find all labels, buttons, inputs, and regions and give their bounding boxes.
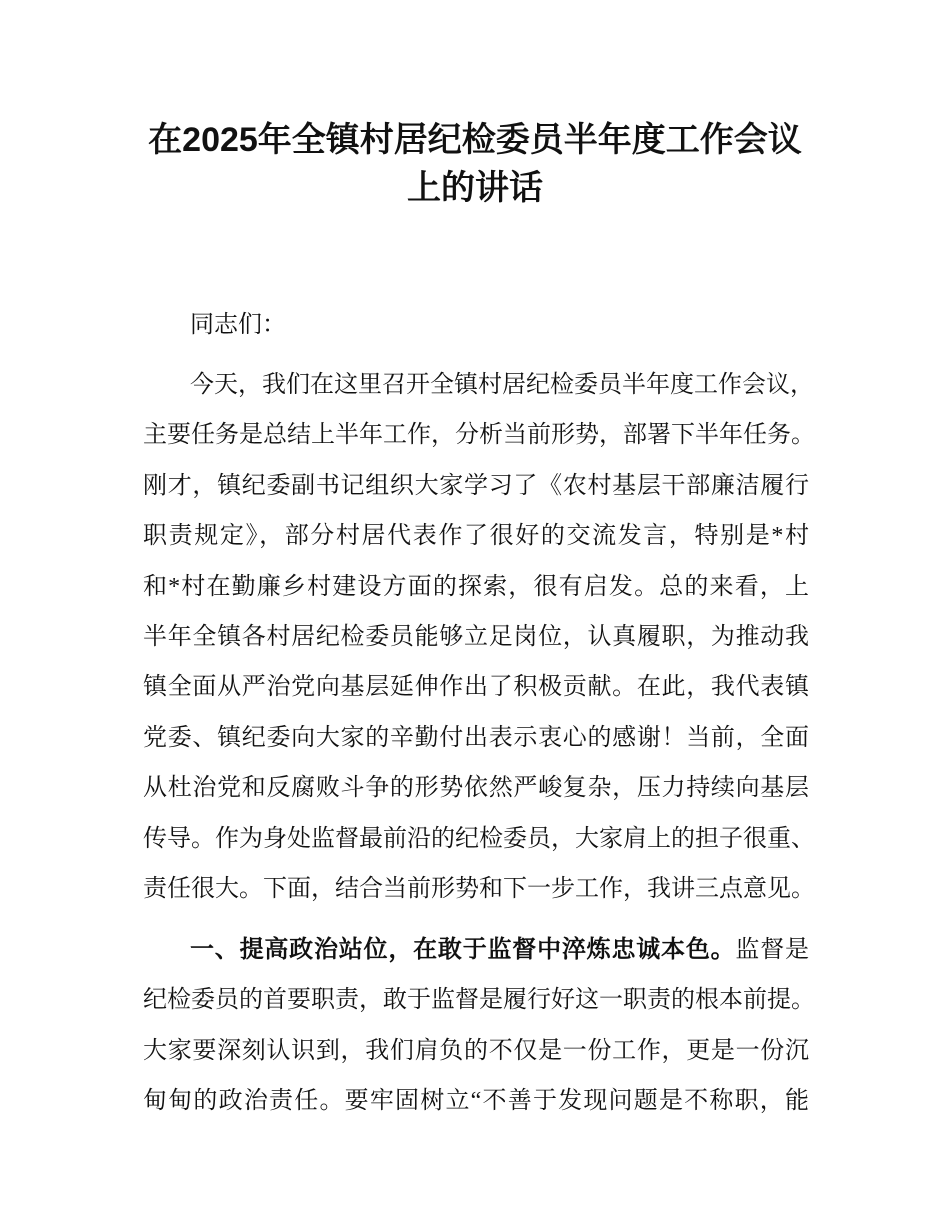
text-line: 纪检委员的首要职责，敢于监督是履行好这一职责的根本前提。 [143, 987, 815, 1014]
text-line: 职责规定》，部分村居代表作了很好的交流发言，特别是*村 [143, 523, 809, 550]
text-line: 半年全镇各村居纪检委员能够立足岗位，认真履职，为推动我 [143, 623, 809, 650]
text-line: 从杜治党和反腐败斗争的形势依然严峻复杂，压力持续向基层 [143, 775, 809, 802]
title-line-2: 上的讲话 [407, 169, 543, 207]
text-line [143, 925, 809, 975]
title-line-1: 在2025年全镇村居纪检委员半年度工作会议 [148, 121, 802, 159]
salutation: 同志们： [190, 312, 286, 338]
text-line: 今天，我们在这里召开全镇村居纪检委员半年度工作会议， [190, 372, 814, 398]
text-line: 刚才，镇纪委副书记组织大家学习了《农村基层干部廉洁履行 [143, 472, 809, 499]
text-line: 传导。作为身处监督最前沿的纪检委员，大家肩上的担子很重、 [143, 825, 815, 852]
text-run: 监督是 [735, 937, 810, 963]
salutation-paragraph [143, 300, 809, 350]
text-line: 镇全面从严治党向基层延伸作出了积极贡献。在此，我代表镇 [143, 674, 809, 701]
text-line: 和*村在勤廉乡村建设方面的探索，很有启发。总的来看，上 [143, 573, 809, 600]
section-heading: 一、提高政治站位，在敢于监督中淬炼忠诚本色。 [190, 936, 736, 963]
document-title [0, 116, 950, 212]
text-line: 大家要深刻认识到，我们肩负的不仅是一份工作，更是一份沉 [143, 1037, 809, 1064]
text-line: 甸甸的政治责任。要牢固树立“不善于发现问题是不称职，能 [143, 1088, 809, 1115]
text-line: 党委、镇纪委向大家的辛勤付出表示衷心的感谢！当前，全面 [143, 724, 809, 751]
section-one-paragraph [143, 925, 815, 1127]
opening-paragraph [143, 360, 815, 914]
text-line: 责任很大。下面，结合当前形势和下一步工作，我讲三点意见。 [143, 875, 815, 902]
text-line: 主要任务是总结上半年工作，分析当前形势，部署下半年任务。 [143, 422, 815, 449]
